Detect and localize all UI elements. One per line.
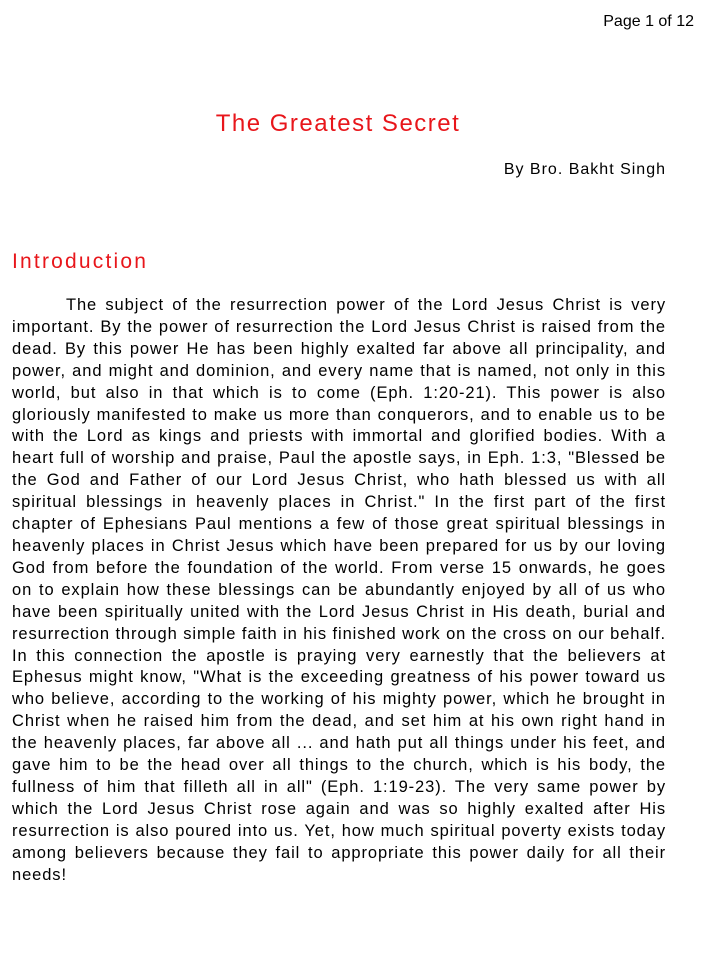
author-byline: By Bro. Bakht Singh [503,161,666,178]
page-indicator: Page 1 of 12 [603,13,694,30]
document-title: The Greatest Secret [215,110,461,137]
section-heading-introduction: Introduction [12,250,149,273]
introduction-paragraph: The subject of the resurrection power of the Lord Jesus Christ is very important. By the power of resurrection the Lord Jesus Christ is raised from the dead. By this power He has been highly exalted far above all principality, and power, and might and dominion, and every name that is named, not only in this world, but also in that which is to come (Eph. 1:20-21). This power is also gloriously manifested to make us more than conquerors, and to enable us to be with the Lord as kings and priests with immortal and glorified bodies. With a heart full of worship and praise, Paul the apostle says, in Eph. 1:3, "Blessed be the God and Father of our Lord Jesus Christ, who hath blessed us with all spiritual blessings in heavenly places in Christ." In the first part of the first chapter of Ephesians Paul mentions a few of those great spiritual blessings in heavenly places in Christ Jesus which have been prepared for us by our loving God from before the foundation of the world. From verse 15 onwards, he goes on to explain how these blessings can be abundantly enjoyed by all of us who have been spiritually united with the Lord Jesus Christ in His death, burial and resurrection through simple faith in his finished work on the cross on our behalf. In this connection the apostle is praying very earnestly that the believers at Ephesus might know, "What is the exceeding greatness of his power toward us who believe, according to the working of his mighty power, which he brought in Christ when he raised him from the dead, and set him at his own right hand in the heavenly places, far above all ... and hath put all things under his feet, and gave him to be the head over all things to the church, which is his body, the fullness of him that filleth all in all" (Eph. 1:19-23). The very same power by which the Lord Jesus Christ rose again and was so highly exalted after His resurrection is also poured into us. Yet, how much spiritual poverty exists today among believers because they fail to appropriate this power daily for all their needs! [12,296,666,884]
